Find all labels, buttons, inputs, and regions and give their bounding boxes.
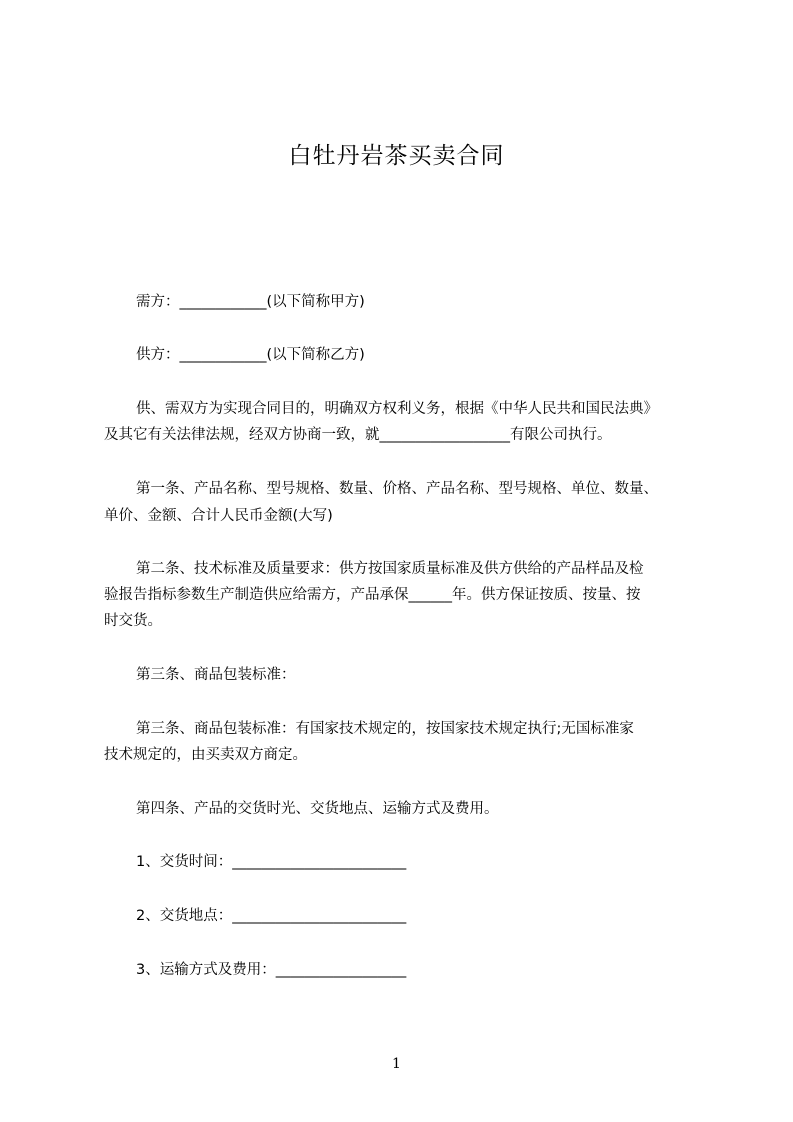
transport-cost-line: 3、运输方式及费用：__________________ <box>136 962 407 978</box>
article3-body-line-2: 技术规定的，由买卖双方商定。 <box>104 747 307 763</box>
delivery-place-line: 2、交货地点：________________________ <box>136 908 407 924</box>
preamble-line-2: 及其它有关法律法规，经双方协商一致，就__________________有限公司执行。 <box>104 427 612 443</box>
buyer-line: 需方：____________(以下简称甲方) <box>136 294 365 310</box>
document-title: 白牡丹岩茶买卖合同 <box>288 143 505 169</box>
article2-line-1: 第二条、技术标准及质量要求：供方按国家质量标准及供方供给的产品样品及检 <box>136 561 644 577</box>
article1-line-1: 第一条、产品名称、型号规格、数量、价格、产品名称、型号规格、单位、数量、 <box>136 481 658 497</box>
article1-line-2: 单价、金额、合计人民币金额(大写) <box>104 508 333 524</box>
article4-heading: 第四条、产品的交货时光、交货地点、运输方式及费用。 <box>136 801 499 817</box>
article2-line-2: 验报告指标参数生产制造供应给需方，产品承保______年。供方保证按质、按量、按 <box>104 587 641 603</box>
seller-line: 供方：____________(以下简称乙方) <box>136 347 365 363</box>
article2-line-3: 时交货。 <box>104 613 162 629</box>
article3-heading: 第三条、商品包装标准： <box>136 667 296 683</box>
article3-body-line-1: 第三条、商品包装标准：有国家技术规定的，按国家技术规定执行;无国标准家 <box>136 721 634 737</box>
preamble-line-1: 供、需双方为实现合同目的，明确双方权利义务，根据《中华人民共和国民法典》 <box>136 401 658 417</box>
delivery-time-line: 1、交货时间：________________________ <box>136 854 407 870</box>
page-number: 1 <box>392 1056 401 1072</box>
